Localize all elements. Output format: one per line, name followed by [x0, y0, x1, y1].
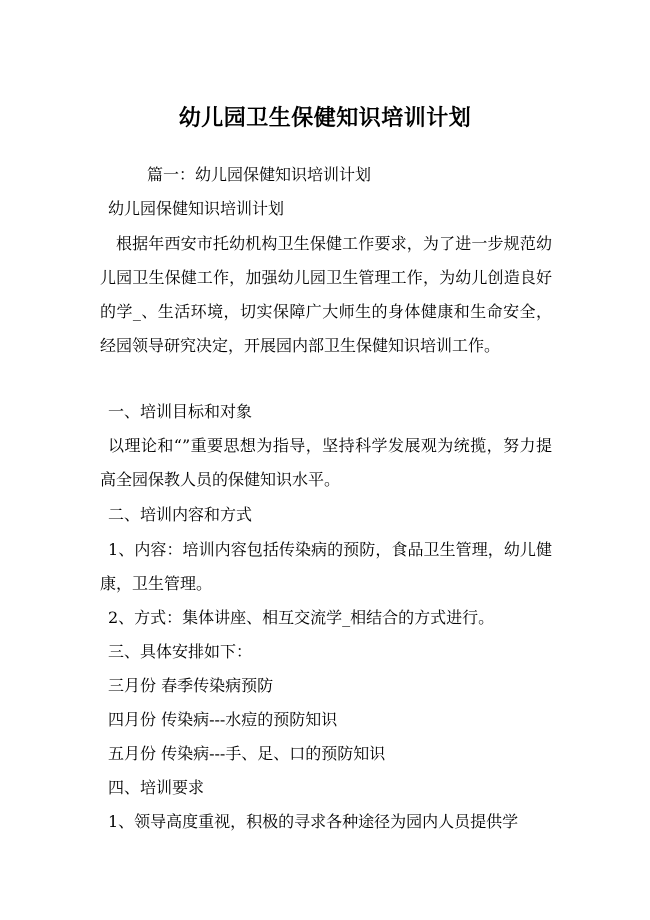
section1-body: 以理论和“”重要思想为指导，坚持科学发展观为统揽，努力提高全园保教人员的保健知识水平。 [100, 436, 552, 489]
section4-title: 四、培训要求 [108, 778, 205, 797]
schedule-item: 三月份 春季传染病预防 [108, 676, 274, 695]
section3-title: 三、具体安排如下： [108, 642, 253, 661]
section1-title: 一、培训目标和对象 [108, 402, 253, 421]
schedule-item: 四月份 传染病---水痘的预防知识 [108, 710, 338, 729]
schedule-item: 五月份 传染病---手、足、口的预防知识 [108, 744, 386, 763]
section2-title: 二、培训内容和方式 [108, 505, 253, 524]
intro-paragraph: 根据年西安市托幼机构卫生保健工作要求，为了进一步规范幼儿园卫生保健工作，加强幼儿园卫生管理工作，为幼儿创造良好的学_、生活环境，切实保障广大师生的身体健康和生命安全，经园领导研究决定，开展园内部卫生保健知识培训工作。 [100, 234, 552, 355]
section2-item1: 1、内容：培训内容包括传染病的预防，食品卫生管理，幼儿健康，卫生管理。 [100, 540, 552, 593]
document-title: 幼儿园卫生保健知识培训计划 [178, 106, 472, 131]
section2-item2: 2、方式：集体讲座、相互交流学_相结合的方式进行。 [108, 608, 495, 627]
subtitle: 篇一：幼儿园保健知识培训计划 [147, 165, 372, 184]
heading: 幼儿园保健知识培训计划 [108, 199, 285, 218]
section4-item1: 1、领导高度重视，积极的寻求各种途径为园内人员提供学 [108, 812, 519, 831]
